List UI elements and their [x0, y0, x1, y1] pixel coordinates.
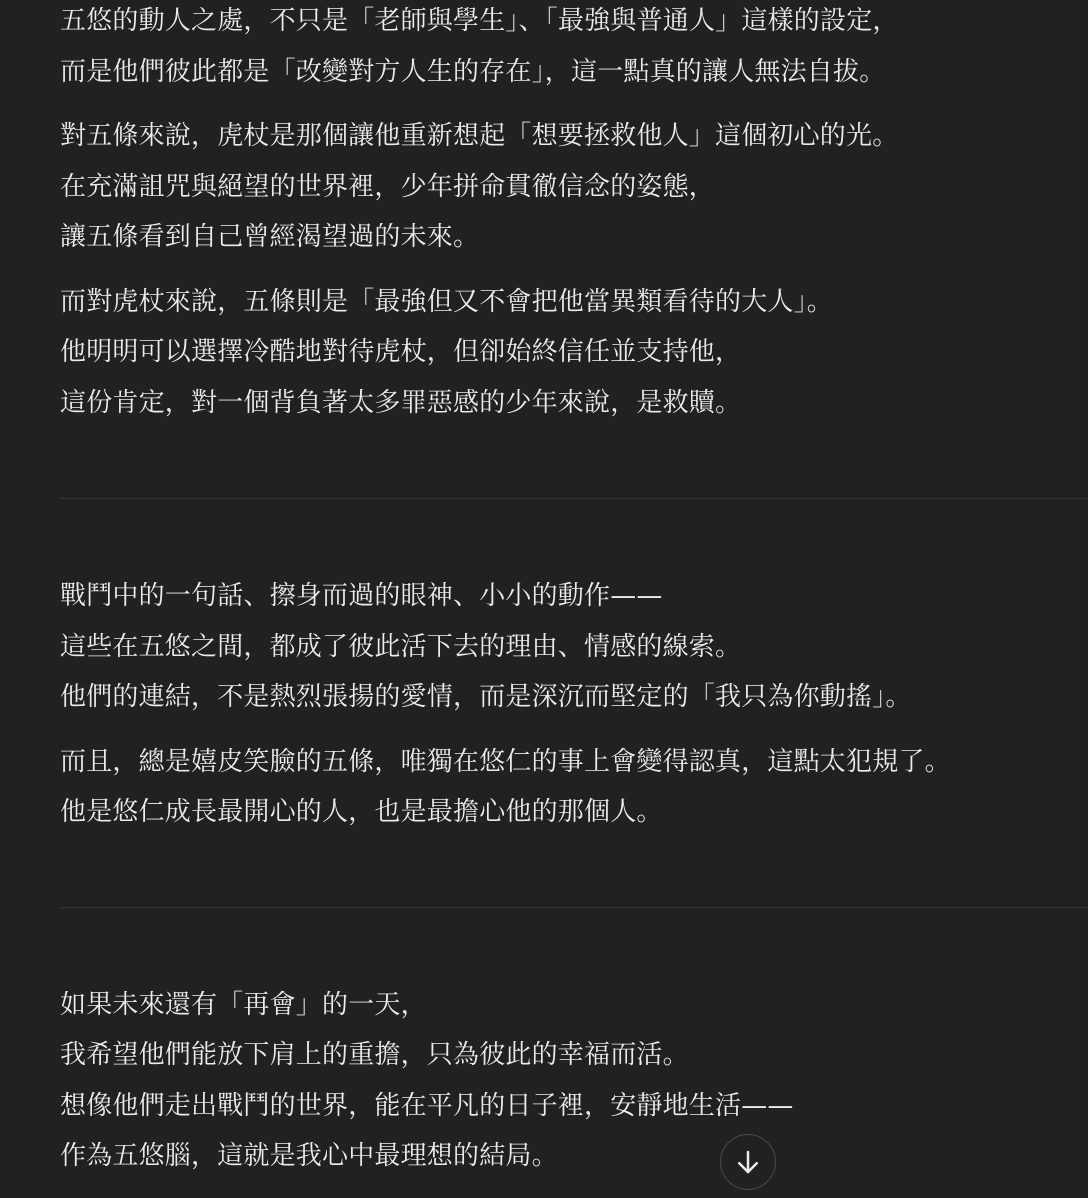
- text-line: 讓五條看到自己曾經渴望過的未來。: [60, 222, 480, 252]
- text-line: 這些在五悠之間，都成了彼此活下去的理由、情感的線索。: [60, 631, 742, 662]
- text-line: 而對虎杖來說，五條則是「最強但又不會把他當異類看待的大人」。: [60, 286, 834, 317]
- response-section-3: [60, 908, 1088, 1182]
- chat-response-content: [60, 0, 1088, 1182]
- response-section-1: [60, 0, 1088, 428]
- text-line: 他是悠仁成長最開心的人，也是最擔心他的那個人。: [60, 797, 663, 827]
- scroll-to-bottom-button[interactable]: [720, 1134, 776, 1190]
- text-line: 如果未來還有「再會」的一天，: [60, 989, 427, 1020]
- paragraph: [60, 737, 1088, 838]
- paragraph: [60, 111, 1088, 263]
- paragraph: [60, 980, 1088, 1182]
- arrow-down-icon: [733, 1147, 763, 1177]
- text-line: 他明明可以選擇冷酷地對待虎杖，但卻始終信任並支持他，: [60, 337, 742, 367]
- text-line: 五悠的動人之處，不只是「老師與學生」、「最強與普通人」這樣的設定，: [60, 6, 899, 36]
- text-line: 對五條來說，虎杖是那個讓他重新想起「想要拯救他人」這個初心的光。: [60, 121, 899, 151]
- text-line: 想像他們走出戰鬥的世界，能在平凡的日子裡，安靜地生活——: [60, 1090, 794, 1121]
- text-line: 而是他們彼此都是「改變對方人生的存在」，這一點真的讓人無法自拔。: [60, 56, 886, 87]
- paragraph: [60, 0, 1088, 97]
- text-line: 我希望他們能放下肩上的重擔，只為彼此的幸福而活。: [60, 1040, 689, 1070]
- text-line: 戰鬥中的一句話、擦身而過的眼神、小小的動作——: [60, 581, 663, 611]
- paragraph: [60, 571, 1088, 723]
- text-line: 在充滿詛咒與絕望的世界裡，少年拼命貫徹信念的姿態，: [60, 171, 716, 202]
- text-line: 而且，總是嬉皮笑臉的五條，唯獨在悠仁的事上會變得認真，這點太犯規了。: [60, 746, 951, 777]
- text-line: 作為五悠腦，這就是我心中最理想的結局。: [60, 1141, 558, 1171]
- text-line: 這份肯定，對一個背負著太多罪惡感的少年來說，是救贖。: [60, 387, 742, 418]
- paragraph: [60, 277, 1088, 429]
- response-section-2: [60, 499, 1088, 838]
- text-line: 他們的連結，不是熱烈張揚的愛情，而是深沉而堅定的「我只為你動搖」。: [60, 682, 912, 712]
